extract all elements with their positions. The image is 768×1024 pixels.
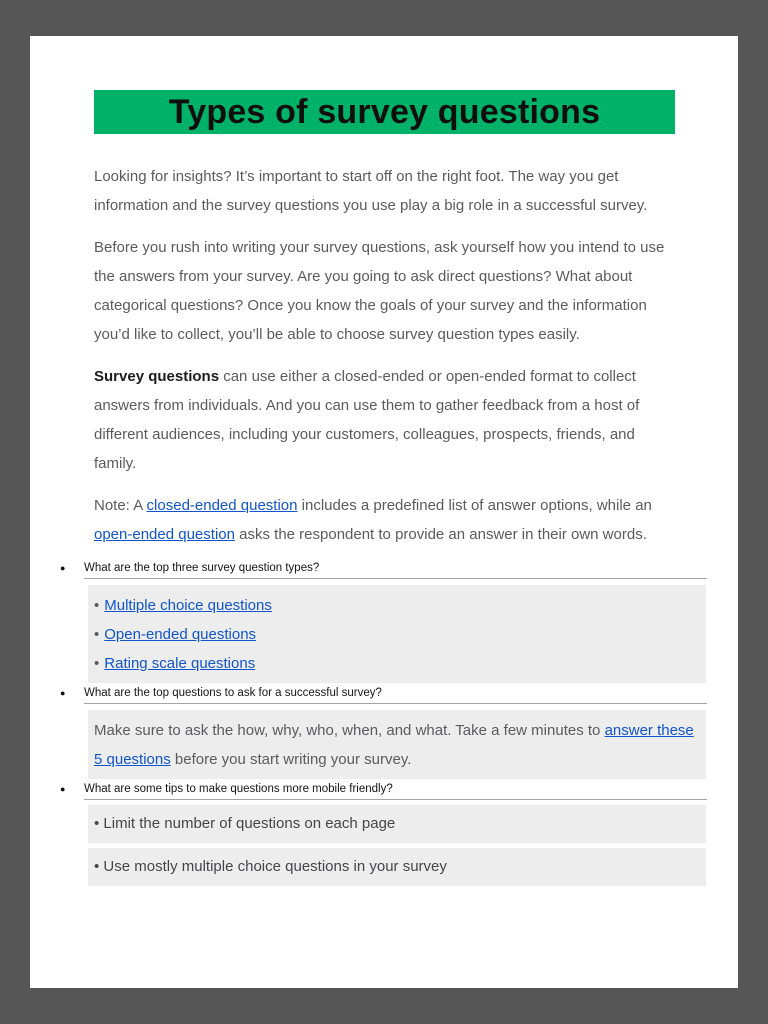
paragraph-survey-questions xyxy=(94,362,675,478)
list-bullet-icon: ● xyxy=(60,563,66,573)
item-bullet-icon: • xyxy=(94,655,100,672)
faq-answer-paragraph xyxy=(94,716,700,774)
document-page xyxy=(30,36,738,988)
faq-question-row-2 xyxy=(60,687,707,704)
survey-questions-bold-lead: Survey questions xyxy=(94,368,220,385)
answer-text-1: Make sure to ask the how, why, who, when, and what. Take a few minutes to xyxy=(94,722,605,739)
faq-answer-item-2: • Use mostly multiple choice questions in your survey xyxy=(88,848,706,886)
answer-text-2: before you start writing your survey. xyxy=(170,751,412,768)
list-bullet-icon: ● xyxy=(60,688,66,698)
survey-questions-rest: can use either a closed-ended or open-ended format to collect answers from individuals. And you can use them to gather feedback from a host of different audiences, including your customers, colleagues, prospects, friends, and family. xyxy=(94,368,640,472)
open-ended-questions-link[interactable]: Open-ended questions xyxy=(104,626,257,643)
multiple-choice-questions-link[interactable]: Multiple choice questions xyxy=(104,597,272,614)
faq-answer-box-2 xyxy=(88,710,706,779)
item-bullet-icon: • xyxy=(94,597,100,614)
note-text-2: includes a predefined list of answer options, while an xyxy=(297,497,652,514)
item-bullet-icon: • xyxy=(94,626,100,643)
faq-answer-box-1 xyxy=(88,585,706,683)
note-text-1: Note: A xyxy=(94,497,147,514)
list-bullet-icon: ● xyxy=(60,784,66,794)
faq-question-2: What are the top questions to ask for a successful survey? xyxy=(84,687,707,704)
faq-answer-item-1: • Limit the number of questions on each page xyxy=(88,805,706,843)
paragraph-note xyxy=(94,491,675,549)
paragraph-intro: Looking for insights? It’s important to start off on the right foot. The way you get information and the survey questions you use play a big role in a successful survey. xyxy=(94,168,648,214)
open-ended-question-link[interactable]: open-ended question xyxy=(94,526,235,543)
answer-link-row xyxy=(94,620,700,649)
rating-scale-questions-link[interactable]: Rating scale questions xyxy=(104,655,256,672)
answer-these-5-questions-link[interactable]: answer these 5 questions xyxy=(94,722,694,768)
page-title: Types of survey questions xyxy=(168,92,601,131)
note-text-3: asks the respondent to provide an answer in their own words. xyxy=(234,526,647,543)
faq-question-1: What are the top three survey question types? xyxy=(84,562,707,579)
faq-question-3: What are some tips to make questions more mobile friendly? xyxy=(84,783,707,800)
paragraph-planning: Before you rush into writing your survey questions, ask yourself how you intend to use the answers from your survey. Are you going to ask direct questions? What about categorical questions? Once you know the goals of your survey and the information you’d like to collect, you’ll be able to choose survey question types easily. xyxy=(94,239,665,343)
closed-ended-question-link[interactable]: closed-ended question xyxy=(146,497,298,514)
title-banner xyxy=(94,90,675,134)
answer-link-row xyxy=(94,591,700,620)
faq-question-row-1 xyxy=(60,562,707,579)
answer-link-row xyxy=(94,649,700,678)
faq-question-row-3 xyxy=(60,783,707,800)
